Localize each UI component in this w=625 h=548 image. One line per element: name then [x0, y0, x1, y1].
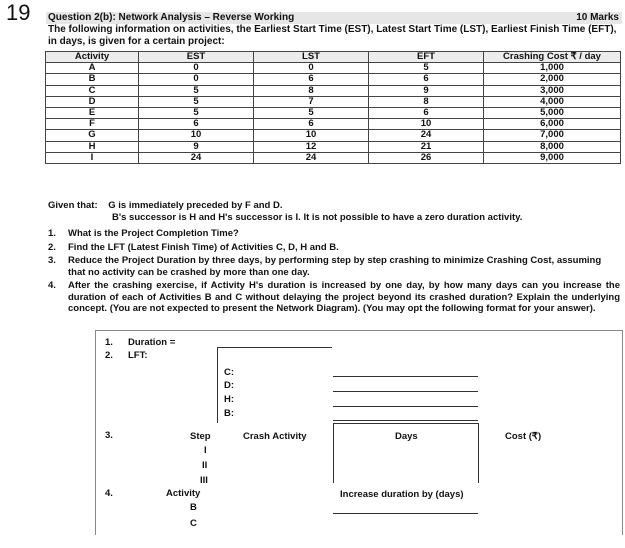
- table-cell: A: [46, 63, 139, 74]
- table-cell: 0: [139, 74, 254, 85]
- table-row: [46, 141, 621, 152]
- table-cell: 0: [254, 63, 369, 74]
- table-row: [46, 96, 621, 107]
- column-header: EFT: [369, 52, 484, 63]
- table-cell: 8: [254, 85, 369, 96]
- cost-label: Cost (₹): [505, 431, 542, 442]
- table-cell: 6: [369, 107, 484, 118]
- table-cell: 9: [369, 85, 484, 96]
- given-section: [48, 200, 283, 212]
- answer-line: [333, 391, 478, 392]
- table-cell: C: [46, 85, 139, 96]
- question-item: 1. What is the Project Completion Time?: [48, 228, 239, 239]
- lft-item-label: H:: [224, 394, 235, 405]
- table-cell: G: [46, 130, 139, 141]
- marks-label: 10 Marks: [576, 12, 619, 23]
- given-line-2: B's successor is H and H's successor is I. It is not possible to have a zero duration activity.: [112, 212, 523, 223]
- given-label: Given that:: [48, 200, 98, 211]
- question-title: Question 2(b): Network Analysis – Reverse Working: [48, 12, 295, 23]
- table-cell: 5: [139, 96, 254, 107]
- table-cell: 6: [254, 74, 369, 85]
- divider-line: [478, 423, 479, 483]
- table-cell: 6: [139, 119, 254, 130]
- duration-label: Duration =: [128, 337, 176, 348]
- table-cell: 10: [254, 130, 369, 141]
- table-row: [46, 130, 621, 141]
- activity-item: B: [190, 502, 197, 513]
- activity-label: Activity: [166, 488, 201, 499]
- table-cell: 7,000: [484, 130, 621, 141]
- table-cell: 24: [254, 152, 369, 163]
- table-cell: 5: [139, 85, 254, 96]
- column-header: Crashing Cost ₹ / day: [484, 52, 621, 63]
- activity-item: C: [190, 518, 197, 529]
- question-item: 4. After the crashing exercise, if Activity H's duration is increased by one day, by how many days can you increase the duration of each of Activities B and C without delaying the project beyond its crashed duration? Explain the underlying concept. (You are not expected to present the Network Diagram). (You may opt the following format for your answer).: [48, 280, 620, 314]
- table-row: [46, 85, 621, 96]
- answer-line: [333, 406, 478, 407]
- step-number: II: [202, 460, 208, 471]
- table-cell: 24: [369, 130, 484, 141]
- page-number: 19: [6, 0, 31, 25]
- table-cell: 5: [369, 63, 484, 74]
- answer-line: [333, 376, 478, 377]
- question-item: 2. Find the LFT (Latest Finish Time) of Activities C, D, H and B.: [48, 241, 339, 253]
- crash-activity-label: Crash Activity: [243, 431, 307, 442]
- table-cell: D: [46, 96, 139, 107]
- intro-text: The following information on activities, the Earliest Start Time (EST), Latest Start Time (LST), Earliest Finish Time (EFT), in days, is given for a certain project:: [48, 24, 617, 47]
- table-row: [46, 152, 621, 163]
- table-cell: 5: [139, 107, 254, 118]
- format-item-number: 4.: [105, 488, 113, 499]
- answer-format-box: [95, 330, 623, 535]
- table-cell: 6,000: [484, 119, 621, 130]
- table-cell: 3,000: [484, 85, 621, 96]
- table-cell: F: [46, 119, 139, 130]
- table-row: [46, 107, 621, 118]
- table-cell: 4,000: [484, 96, 621, 107]
- table-cell: 7: [254, 96, 369, 107]
- table-cell: 6: [254, 119, 369, 130]
- table-cell: H: [46, 141, 139, 152]
- table-cell: E: [46, 107, 139, 118]
- table-cell: 6: [369, 74, 484, 85]
- table-cell: 0: [139, 63, 254, 74]
- table-cell: 9,000: [484, 152, 621, 163]
- lft-item-label: B:: [224, 408, 235, 419]
- divider-line: [217, 347, 218, 423]
- table-cell: 8: [369, 96, 484, 107]
- activity-table: [45, 51, 621, 164]
- format-item-number: 2.: [105, 350, 113, 361]
- table-cell: 10: [369, 119, 484, 130]
- format-item-number: 1.: [105, 337, 113, 348]
- table-cell: 21: [369, 141, 484, 152]
- lft-label: LFT:: [128, 350, 148, 361]
- table-cell: 1,000: [484, 63, 621, 74]
- table-header-row: [46, 52, 621, 63]
- answer-line: [333, 513, 478, 514]
- answer-line: [217, 347, 332, 348]
- table-cell: 5: [254, 107, 369, 118]
- lft-item-label: D:: [224, 380, 235, 391]
- column-header: LST: [254, 52, 369, 63]
- lft-item-label: C:: [224, 367, 235, 378]
- question-list: [48, 228, 620, 317]
- table-cell: 9: [139, 141, 254, 152]
- table-cell: 10: [139, 130, 254, 141]
- step-label: Step: [190, 431, 211, 442]
- table-cell: I: [46, 152, 139, 163]
- column-header: EST: [139, 52, 254, 63]
- step-number: III: [200, 475, 208, 486]
- table-cell: 24: [139, 152, 254, 163]
- answer-line: [333, 423, 478, 424]
- table-cell: 26: [369, 152, 484, 163]
- table-row: [46, 63, 621, 74]
- given-line-1: G is immediately preceded by F and D.: [108, 200, 283, 211]
- column-header: Activity: [46, 52, 139, 63]
- question-item: 3. Reduce the Project Duration by three days, by performing step by step crashing to minimize Crashing Cost, assuming that no activity can be crashed by more than one day.: [48, 255, 602, 278]
- table-cell: 5,000: [484, 107, 621, 118]
- table-cell: 2,000: [484, 74, 621, 85]
- format-item-number: 3.: [105, 430, 113, 441]
- divider-line: [333, 423, 334, 483]
- table-cell: 8,000: [484, 141, 621, 152]
- answer-line: [333, 420, 478, 421]
- table-cell: B: [46, 74, 139, 85]
- table-row: [46, 119, 621, 130]
- table-row: [46, 74, 621, 85]
- step-number: I: [204, 445, 207, 456]
- table-cell: 12: [254, 141, 369, 152]
- days-label: Days: [395, 431, 418, 442]
- increase-duration-label: Increase duration by (days): [340, 489, 464, 500]
